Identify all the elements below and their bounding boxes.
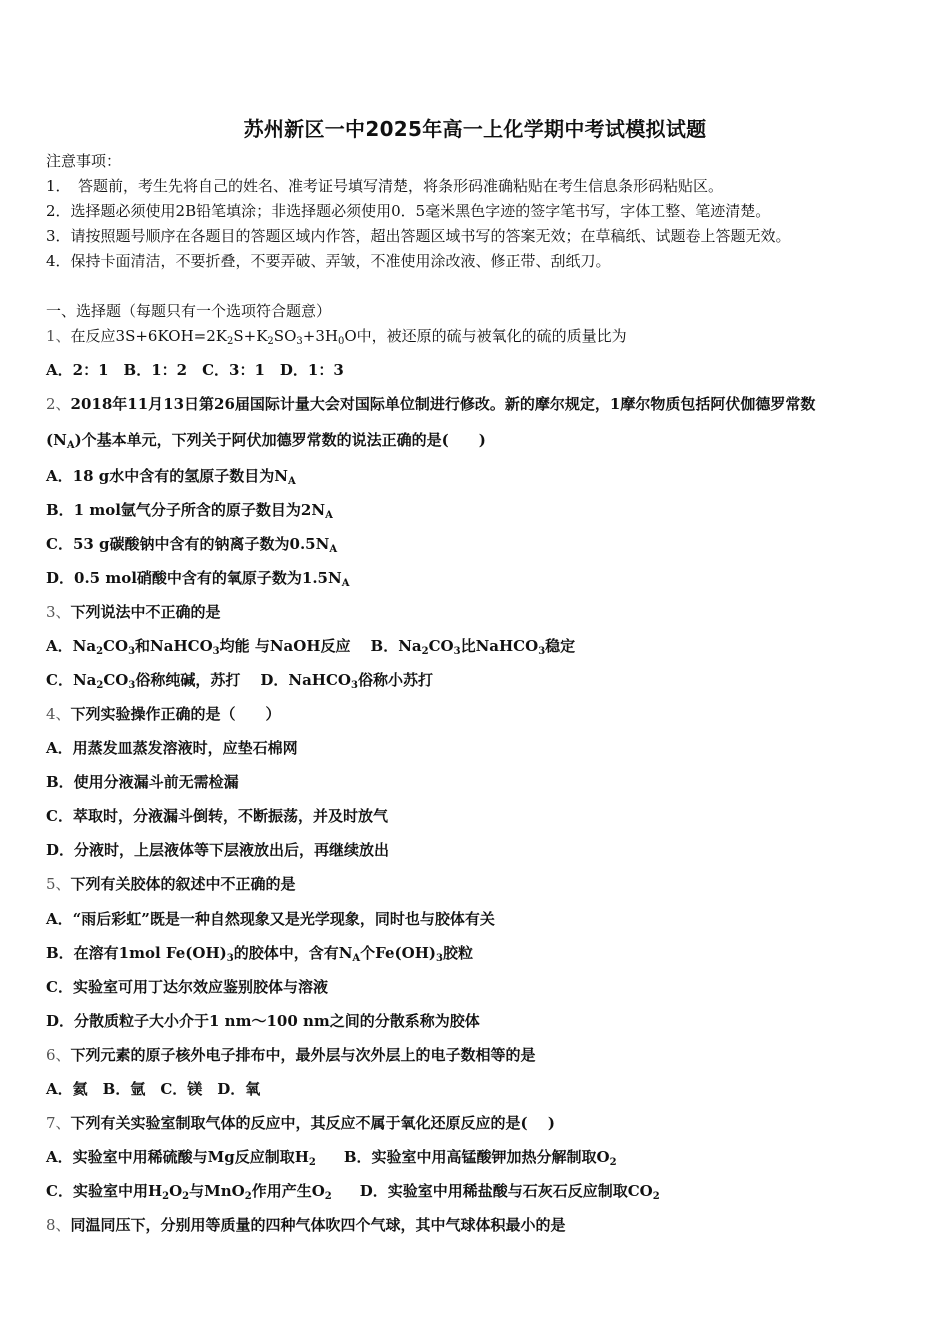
question-3-stem: 3、下列说法中不正确的是	[46, 603, 221, 621]
notice-item-2: 2．选择题必须使用2B铅笔填涂；非选择题必须使用0．5毫米黑色字迹的签字笔书写，字体工整、笔迹清楚。	[46, 202, 771, 220]
question-2-option-b: B．1 mol氩气分子所含的原子数目为$2N_A$	[46, 501, 333, 521]
question-3-options-cd: C．$Na_2CO_3$俗称纯碱，苏打 D．NaHCO$_3$俗称小苏打	[46, 671, 433, 691]
notice-item-3: 3．请按照题号顺序在各题目的答题区域内作答，超出答题区域书写的答案无效；在草稿纸、试题卷上答题无效。	[46, 227, 791, 245]
question-5-option-a: A．“雨后彩虹”既是一种自然现象又是光学现象，同时也与胶体有关	[46, 910, 495, 928]
question-7-stem: 7、下列有关实验室制取气体的反应中，其反应不属于氧化还原反应的是( )	[46, 1114, 555, 1132]
question-2-stem-line-1: 2、2018年11月13日第26届国际计量大会对国际单位制进行修改。新的摩尔规定，1摩尔物质包括阿伏伽德罗常数	[46, 395, 816, 413]
question-2-option-a: A．18 g水中含有的氢原子数目为$N_A$	[46, 467, 296, 487]
question-6-options: A．氦 B．氩 C．镁 D．氧	[46, 1080, 261, 1098]
question-number: 5、	[46, 875, 71, 893]
question-4-option-a: A．用蒸发皿蒸发溶液时，应垫石棉网	[46, 739, 298, 757]
question-4-stem: 4、下列实验操作正确的是（ ）	[46, 705, 281, 723]
notice-heading: 注意事项：	[46, 152, 122, 170]
question-4-option-d: D．分液时，上层液体等下层液放出后，再继续放出	[46, 841, 390, 859]
question-5-stem: 5、下列有关胶体的叙述中不正确的是	[46, 875, 296, 893]
question-2-option-c: C．53 g碳酸钠中含有的钠离子数为$0.5N_A$	[46, 535, 338, 555]
question-number: 4、	[46, 705, 71, 723]
question-5-option-d: D．分散质粒子大小介于1 nm～100 nm之间的分散系称为胶体	[46, 1012, 480, 1030]
question-3-options-ab: A．$Na_2CO_3$和NaHCO$_3$均能 与NaOH反应 B．$Na_2CO_3$比NaHCO$_3$稳定	[46, 637, 576, 657]
question-5-option-c: C．实验室可用丁达尔效应鉴别胶体与溶液	[46, 978, 328, 996]
section-title: 一、选择题（每题只有一个选项符合题意）	[46, 302, 332, 320]
question-7-options-cd: C．实验室中用$H_2O_2$与MnO$_2$作用产生$O_2$ D．实验室中用稀盐酸与石灰石反应制取$CO_2$	[46, 1182, 660, 1202]
question-number: 6、	[46, 1046, 71, 1064]
notice-item-1: 1． 答题前，考生先将自己的姓名、准考证号填写清楚，将条形码准确粘贴在考生信息条形码粘贴区。	[46, 177, 724, 195]
question-number: 1、	[46, 327, 71, 345]
notice-item-4: 4．保持卡面清洁，不要折叠，不要弄破、弄皱，不准使用涂改液、修正带、刮纸刀。	[46, 252, 611, 270]
question-8-stem: 8、同温同压下，分别用等质量的四种气体吹四个气球，其中气球体积最小的是	[46, 1216, 566, 1234]
question-number: 8、	[46, 1216, 71, 1234]
question-number: 2、	[46, 395, 71, 413]
page-title: 苏州新区一中2025年高一上化学期中考试模拟试题	[243, 117, 707, 141]
question-7-options-ab: A．实验室中用稀硫酸与Mg反应制取$H_2$ B．实验室中用高锰酸钾加热分解制取$O_2$	[46, 1148, 617, 1168]
question-4-option-c: C．萃取时，分液漏斗倒转，不断振荡，并及时放气	[46, 807, 388, 825]
question-2-option-d: D．0.5 mol硝酸中含有的氧原子数为$1.5N_A$	[46, 569, 350, 589]
question-1-options: A．2：1 B．1：2 C．3：1 D．1：3	[46, 361, 344, 379]
question-number: 3、	[46, 603, 71, 621]
question-5-option-b: B．在溶有1mol $Fe(OH)_3$的胶体中，含有$N_A$个$Fe(OH)_3$胶粒	[46, 944, 473, 964]
question-number: 7、	[46, 1114, 71, 1132]
question-2-stem-line-2: $(N_A)$个基本单元，下列关于阿伏加德罗常数的说法正确的是( )	[46, 431, 486, 451]
question-4-option-b: B．使用分液漏斗前无需检漏	[46, 773, 239, 791]
question-1-stem: 1、在反应$3S+6KOH=2K_2S+K_2SO_3+3H_0O$中，被还原的硫与被氧化的硫的质量比为	[46, 327, 627, 347]
question-6-stem: 6、下列元素的原子核外电子排布中，最外层与次外层上的电子数相等的是	[46, 1046, 536, 1064]
